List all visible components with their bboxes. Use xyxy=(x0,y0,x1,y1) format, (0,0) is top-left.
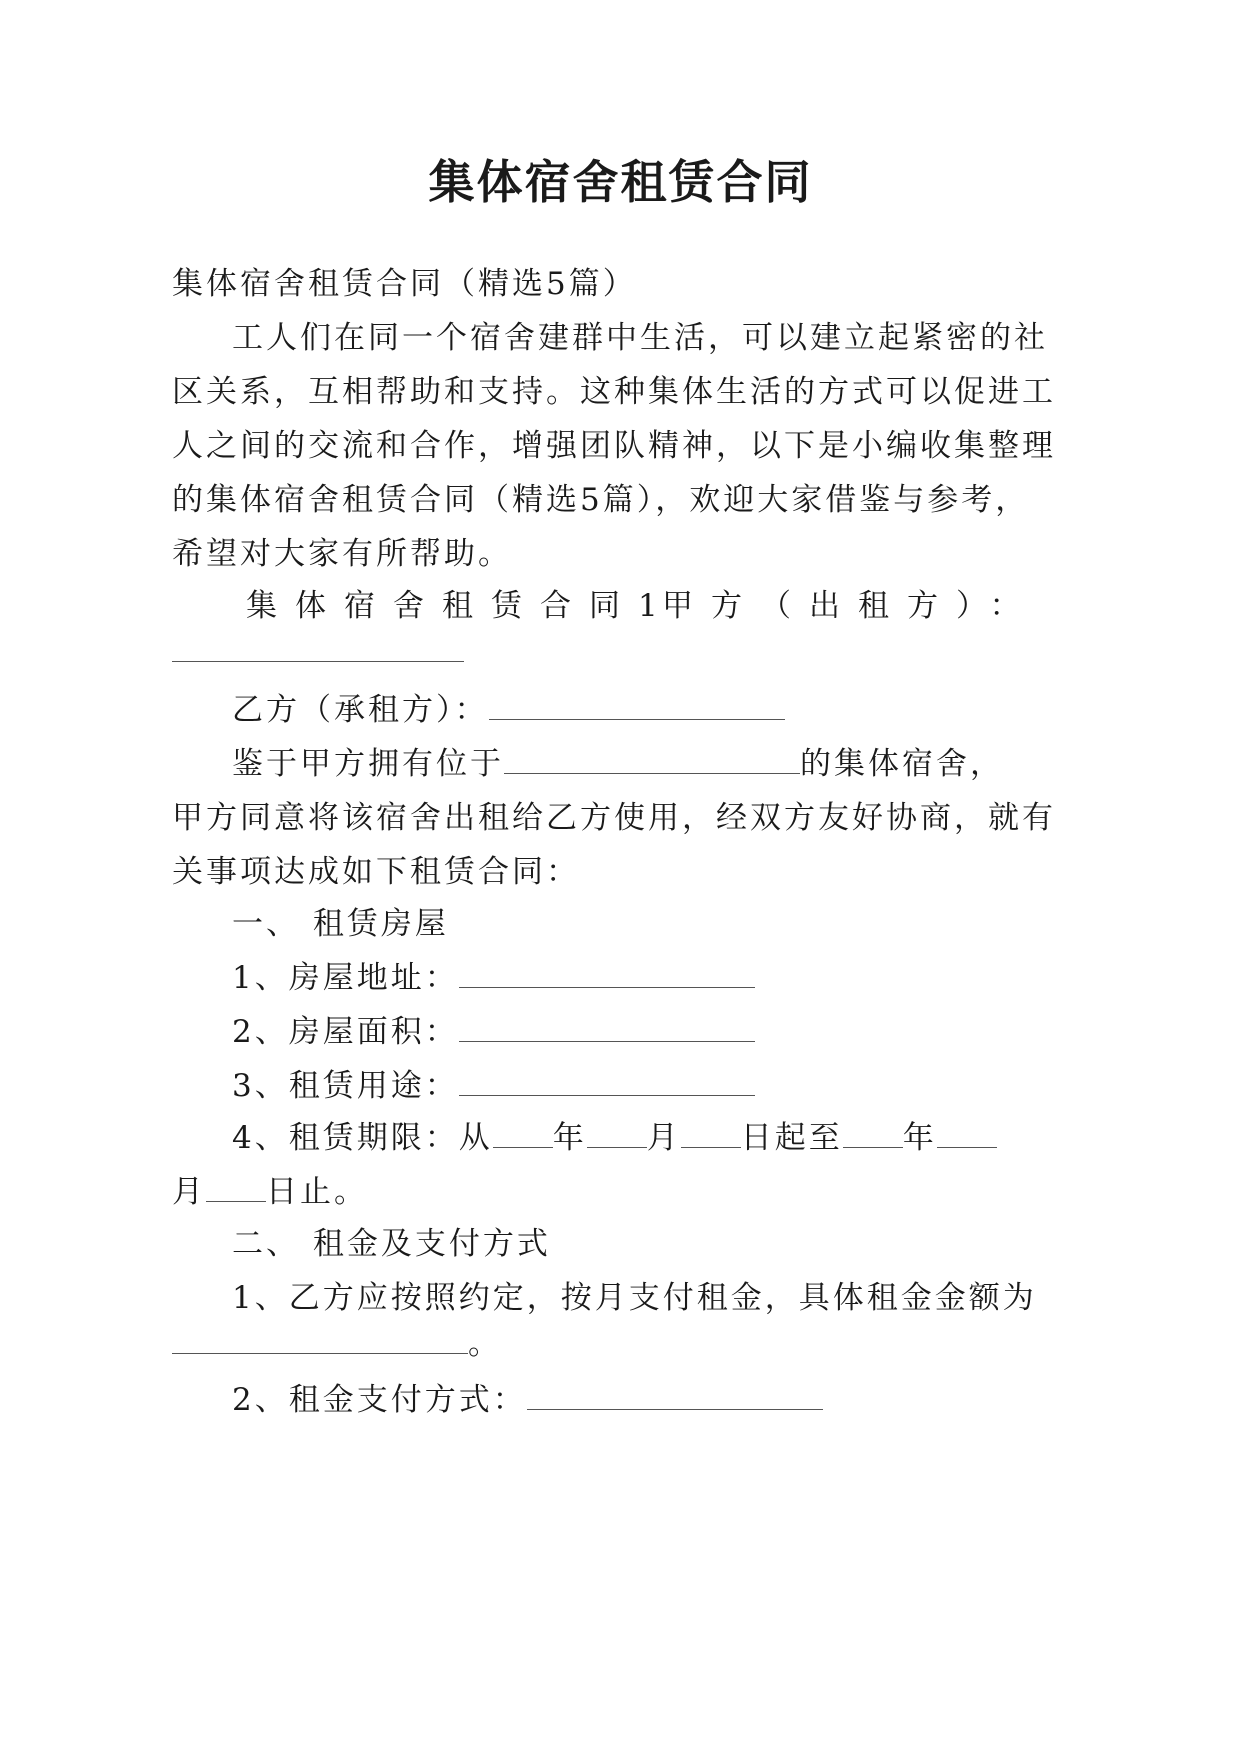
contract-heading: 集体宿舍租赁合同1 xyxy=(246,588,676,624)
item-2-2 xyxy=(232,1380,823,1420)
party-a-label: 甲方（出租方）： xyxy=(662,588,1039,624)
whereas-line-3: 关事项达成如下租赁合同： xyxy=(172,854,580,890)
whereas-suffix: 的集体宿舍， xyxy=(800,746,1004,782)
term-label: 4、租赁期限：从 xyxy=(232,1120,493,1156)
item-1-4 xyxy=(232,1118,997,1158)
end-month-unit: 月 xyxy=(172,1174,206,1210)
section-1-heading: 一、 租赁房屋 xyxy=(232,906,449,942)
end-month-blank xyxy=(937,1119,997,1148)
item-1-1 xyxy=(232,958,755,998)
payment-method-blank xyxy=(527,1381,823,1410)
usage-blank xyxy=(459,1067,755,1096)
start-year-blank xyxy=(493,1119,553,1148)
section-2-heading: 二、 租金及支付方式 xyxy=(232,1226,551,1262)
document-subtitle: 集体宿舍租赁合同（精选5篇） xyxy=(172,266,637,302)
whereas-prefix: 鉴于甲方拥有位于 xyxy=(232,746,504,782)
intro-line-5: 希望对大家有所帮助。 xyxy=(172,536,512,572)
party-b-blank xyxy=(489,691,785,720)
party-b-label: 乙方（承租方）： xyxy=(232,692,489,728)
item-2-1: 1、乙方应按照约定，按月支付租金，具体租金金额为 xyxy=(232,1280,1037,1316)
party-a-blank-line xyxy=(172,632,464,672)
end-day-blank xyxy=(206,1173,266,1202)
start-month-unit: 月 xyxy=(646,1120,681,1156)
end-year-blank xyxy=(843,1119,903,1148)
intro-line-2: 区关系，互相帮助和支持。这种集体生活的方式可以促进工 xyxy=(172,374,1056,410)
party-a-blank xyxy=(172,633,464,662)
rent-amount-blank xyxy=(172,1325,468,1354)
item-1-4-cont xyxy=(172,1172,368,1212)
address-blank xyxy=(459,959,755,988)
start-day-unit: 日起至 xyxy=(740,1120,843,1156)
item-2-1-cont xyxy=(172,1324,502,1364)
whereas-line-1 xyxy=(232,744,1004,784)
address-label: 1、房屋地址： xyxy=(232,960,459,996)
location-blank xyxy=(504,745,800,774)
end-day-unit: 日止。 xyxy=(266,1174,368,1210)
whereas-line-2: 甲方同意将该宿舍出租给乙方使用，经双方友好协商，就有 xyxy=(172,800,1056,836)
item-1-3 xyxy=(232,1066,755,1106)
end-year-unit: 年 xyxy=(902,1120,937,1156)
usage-label: 3、租赁用途： xyxy=(232,1068,459,1104)
intro-line-4: 的集体宿舍租赁合同（精选5篇），欢迎大家借鉴与参考， xyxy=(172,482,1030,518)
payment-method-label: 2、租金支付方式： xyxy=(232,1382,527,1418)
item-1-2 xyxy=(232,1012,755,1052)
rent-period: 。 xyxy=(468,1326,502,1362)
start-day-blank xyxy=(681,1119,741,1148)
area-blank xyxy=(459,1013,755,1042)
intro-line-1: 工人们在同一个宿舍建群中生活，可以建立起紧密的社 xyxy=(232,320,1048,356)
start-year-unit: 年 xyxy=(552,1120,587,1156)
intro-line-3: 人之间的交流和合作，增强团队精神，以下是小编收集整理 xyxy=(172,428,1056,464)
party-b-line xyxy=(232,690,785,730)
area-label: 2、房屋面积： xyxy=(232,1014,459,1050)
document-title: 集体宿舍租赁合同 xyxy=(428,155,813,209)
start-month-blank xyxy=(587,1119,647,1148)
